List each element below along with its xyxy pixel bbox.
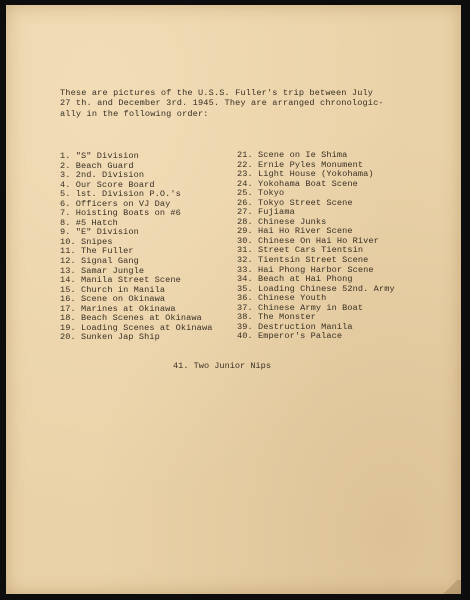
list-item: 38. The Monster — [237, 312, 316, 323]
list-item: 1. "S" Division — [60, 151, 139, 161]
list-item: 21. Scene on Ie Shima — [237, 150, 348, 160]
intro-line-3: ally in the following order: — [60, 108, 209, 119]
list-item: 8. #5 Hatch — [60, 217, 118, 228]
list-item: 40. Emperor's Palace — [237, 331, 343, 342]
list-item: 17. Marines at Okinawa — [60, 303, 176, 314]
list-item: 6. Officers on VJ Day — [60, 198, 171, 209]
list-item: 36. Chinese Youth — [237, 293, 327, 304]
list-item: 39. Destruction Manila — [237, 321, 353, 332]
list-item: 4. Our Score Board — [60, 179, 155, 190]
list-item: 28. Chinese Junks — [237, 216, 327, 227]
list-item: 3. 2nd. Division — [60, 170, 145, 181]
list-item: 16. Scene on Okinawa — [60, 294, 166, 305]
list-item: 15. Church in Manila — [60, 284, 166, 295]
list-item: 27. Fujiama — [237, 207, 295, 218]
picture-list-final-item: 41. Two Junior Nips — [173, 361, 271, 371]
list-item: 26. Tokyo Street Scene — [237, 197, 353, 208]
paper-corner-fold — [439, 580, 461, 594]
list-item: 29. Hai Ho River Scene — [237, 226, 353, 237]
list-item: 24. Yokohama Boat Scene — [237, 178, 358, 189]
picture-list-left — [60, 152, 235, 343]
intro-line-2: 27 th. and December 3rd. 1945. They are arranged chronologic- — [60, 98, 384, 109]
intro-paragraph — [60, 88, 455, 119]
document-page — [6, 5, 461, 594]
list-item: 11. The Fuller — [60, 246, 134, 257]
intro-line-1: These are pictures of the U.S.S. Fuller's trip between July — [60, 88, 374, 98]
list-item: 37. Chinese Army in Boat — [237, 302, 364, 313]
list-item: 13. Samar Jungle — [60, 265, 145, 276]
list-item: 18. Beach Scenes at Okinawa — [60, 313, 202, 324]
list-item: 32. Tientsin Street Scene — [237, 255, 369, 266]
list-item: 10. Snipes — [60, 236, 113, 247]
list-item: 12. Signal Gang — [60, 256, 139, 267]
list-item: 35. Loading Chinese 52nd. Army — [237, 283, 395, 294]
list-item: 19. Loading Scenes at Okinawa — [60, 322, 213, 333]
list-item: 30. Chinese On Hai Ho River — [237, 235, 379, 246]
list-item: 23. Light House (Yokohama) — [237, 169, 374, 180]
list-item: 22. Ernie Pyles Monument — [237, 159, 364, 170]
list-item: 25. Tokyo — [237, 188, 285, 199]
picture-list-right — [237, 151, 457, 342]
list-item: 31. Street Cars Tientsin — [237, 245, 364, 256]
list-item: 14. Manila Street Scene — [60, 275, 181, 286]
list-item: 20. Sunken Jap Ship — [60, 332, 160, 343]
list-item: 33. Hai Phong Harbor Scene — [237, 264, 374, 275]
list-item: 2. Beach Guard — [60, 160, 134, 171]
list-item: 7. Hoisting Boats on #6 — [60, 208, 181, 219]
list-item: 5. lst. Division P.O.'s — [60, 189, 181, 200]
list-item: 9. "E" Division — [60, 227, 139, 238]
list-item: 34. Beach at Hai Phong — [237, 274, 353, 285]
